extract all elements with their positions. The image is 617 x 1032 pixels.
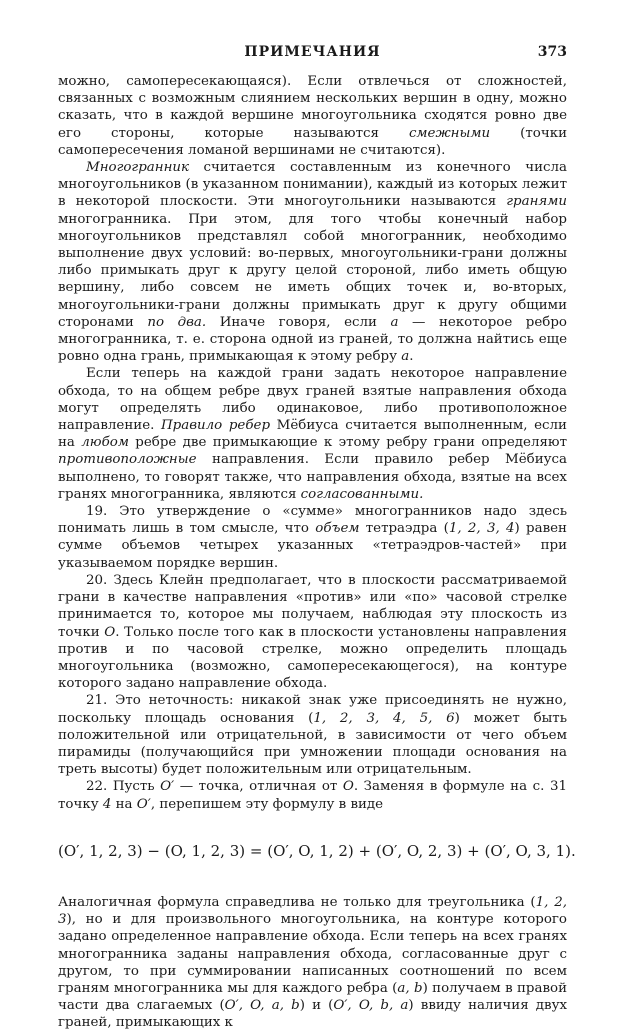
text-run: ) и ( <box>299 998 334 1014</box>
text-run: , перепишем эту формулу в виде <box>150 796 384 812</box>
text-run: Аналогичная формула справедлива не только для треугольника ( <box>58 894 536 910</box>
text-run: 20. Здесь Клейн предполагает, что в плоскости рассматриваемой грани в качестве направления «против» или «по» часовой стрелке принимается то, которое мы получаем, наблюдая эту плоскость из точки <box>58 572 567 640</box>
italic-run: O <box>342 779 354 795</box>
italic-run: Правило ребер <box>161 418 271 434</box>
text-run: ребре две примыкающие к этому ребру грани определяют <box>128 435 567 451</box>
text-run: считается составленным из конечного числа многоугольников (в указанном понимании), каждый из которых лежит в некоторой плоскости. Эти многоугольники называются <box>58 160 567 210</box>
running-header <box>58 44 567 64</box>
italic-run: Многогранник <box>86 160 190 176</box>
paragraph-p3 <box>58 503 567 572</box>
text-run: ) равен сумме объемов четырех указанных «тетраэдров-частей» при указываемом порядке вершин. <box>58 521 567 571</box>
text-run: тетраэдра ( <box>359 521 449 537</box>
italic-run: любом <box>81 435 129 451</box>
italic-run: согласованными. <box>300 486 424 502</box>
italic-run: a <box>401 349 410 365</box>
italic-run: по два. <box>147 314 207 330</box>
page-number: 373 <box>537 44 567 60</box>
paragraph-p1 <box>58 159 567 365</box>
header-title: ПРИМЕЧАНИЯ <box>244 44 381 60</box>
text-run: Мёбиуса считается выполненным, если на <box>58 418 567 451</box>
italic-run: 1, 2, 3 <box>58 894 567 928</box>
text-run: ) получаем в правой части два слагаемых ( <box>58 980 567 1014</box>
italic-run: O′ <box>136 796 151 812</box>
text-run: ) ввиду наличия двух граней, примыкающих к <box>58 998 568 1031</box>
text-run: . Заменяя в формуле на с. 31 точку <box>58 779 567 812</box>
italic-run: O <box>104 624 116 640</box>
text-run: . <box>409 349 414 365</box>
italic-run: a, b <box>397 980 423 996</box>
text-run: направления. Если правило ребер Мёбиуса выполнено, то говорят также, что направления обхода, взятые на всех гранях многогранника, являются <box>58 452 567 502</box>
paragraph-p5 <box>58 692 567 778</box>
text-run: ) может быть положительной или отрицательной, в зависимости от чего объем пирамиды (получающийся при умножении площади основания на треть высоты) будет положительным или отрицательным. <box>58 710 567 778</box>
paragraph-p2 <box>58 365 567 503</box>
text-run: 19. Это утверждение о «сумме» многогранников надо здесь понимать лишь в том смысле, что <box>58 504 567 537</box>
paragraph-p0 <box>58 73 567 159</box>
italic-run: объем <box>315 521 360 537</box>
text-run: 22. Пусть <box>86 779 161 795</box>
text-run: — некоторое ребро многогранника, т. е. сторона одной из граней, то должна найтись еще ровно одна грань, примыкающая к этому ребру <box>58 314 567 365</box>
italic-run: противоположные <box>58 452 197 468</box>
text-run: 21. Это неточность: никакой знак уже присоединять не нужно, поскольку площадь основания ( <box>58 693 567 726</box>
paragraph-p6 <box>58 778 567 812</box>
text-run: (точки самопересечения ломаной вершинами не считаются). <box>58 125 567 158</box>
text-run: на <box>111 796 137 812</box>
text-run: — точка, отличная от <box>174 779 343 795</box>
italic-run: 1, 2, 3, 4 <box>448 521 515 537</box>
italic-run: 4 <box>102 796 112 812</box>
italic-run: O′, O, b, a <box>333 998 409 1014</box>
paragraph-p4 <box>58 572 567 692</box>
text-run: ), но и для произвольного многоугольника, на контуре которого задано определенное направление обхода. Если теперь на всех гранях многогранника заданы направления обхода, согласованные друг с другом, то при суммировании написанных соотношений по всем граням многогранника мы для каждого ребра ( <box>58 912 567 996</box>
text-run: многогранника. При этом, для того чтобы конечный набор многоугольников представлял собой многогранник, необходимо выполнение двух условий: во-первых, многоугольники-грани должны либо примыкать друг к другу целой стороной, либо иметь общую вершину, либо совсем не иметь общих точек и, во-вторых, многоугольники-грани должны примыкать друг к другу общими сторонами <box>58 211 567 330</box>
text-run: Если теперь на каждой грани задать некоторое направление обхода, то на общем ребре двух граней взятые направления обхода могут определять либо одинаковое, либо противоположное направление. <box>58 366 567 434</box>
formula: (O′, 1, 2, 3) − (O, 1, 2, 3) = (O′, O, 1, 2) + (O′, O, 2, 3) + (O′, O, 3, 1). <box>58 841 576 860</box>
text-run: можно, самопересекающаяся). Если отвлечься от сложностей, связанных с возможным слиянием нескольких вершин в одну, можно сказать, что в каждой вершине многоугольника сходятся ровно две его стороны, которые называются <box>58 74 567 141</box>
text-run: . Только после того как в плоскости установлены направления против и по часовой стрелке, можно определить площадь многоугольника (возможно, самопересекающегося), на контуре которого задано направление обхода. <box>58 624 567 692</box>
page-body <box>58 73 576 1032</box>
italic-run: 1, 2, 3, 4, 5, 6 <box>313 710 455 726</box>
paragraph-p7 <box>58 894 567 1032</box>
italic-run: O′ <box>160 779 175 795</box>
italic-run: a <box>390 314 399 330</box>
italic-run: O′, O, a, b <box>224 998 300 1014</box>
italic-run: смежными <box>408 125 491 141</box>
text-run: Иначе говоря, если <box>206 314 391 330</box>
italic-run: гранями <box>506 194 567 210</box>
